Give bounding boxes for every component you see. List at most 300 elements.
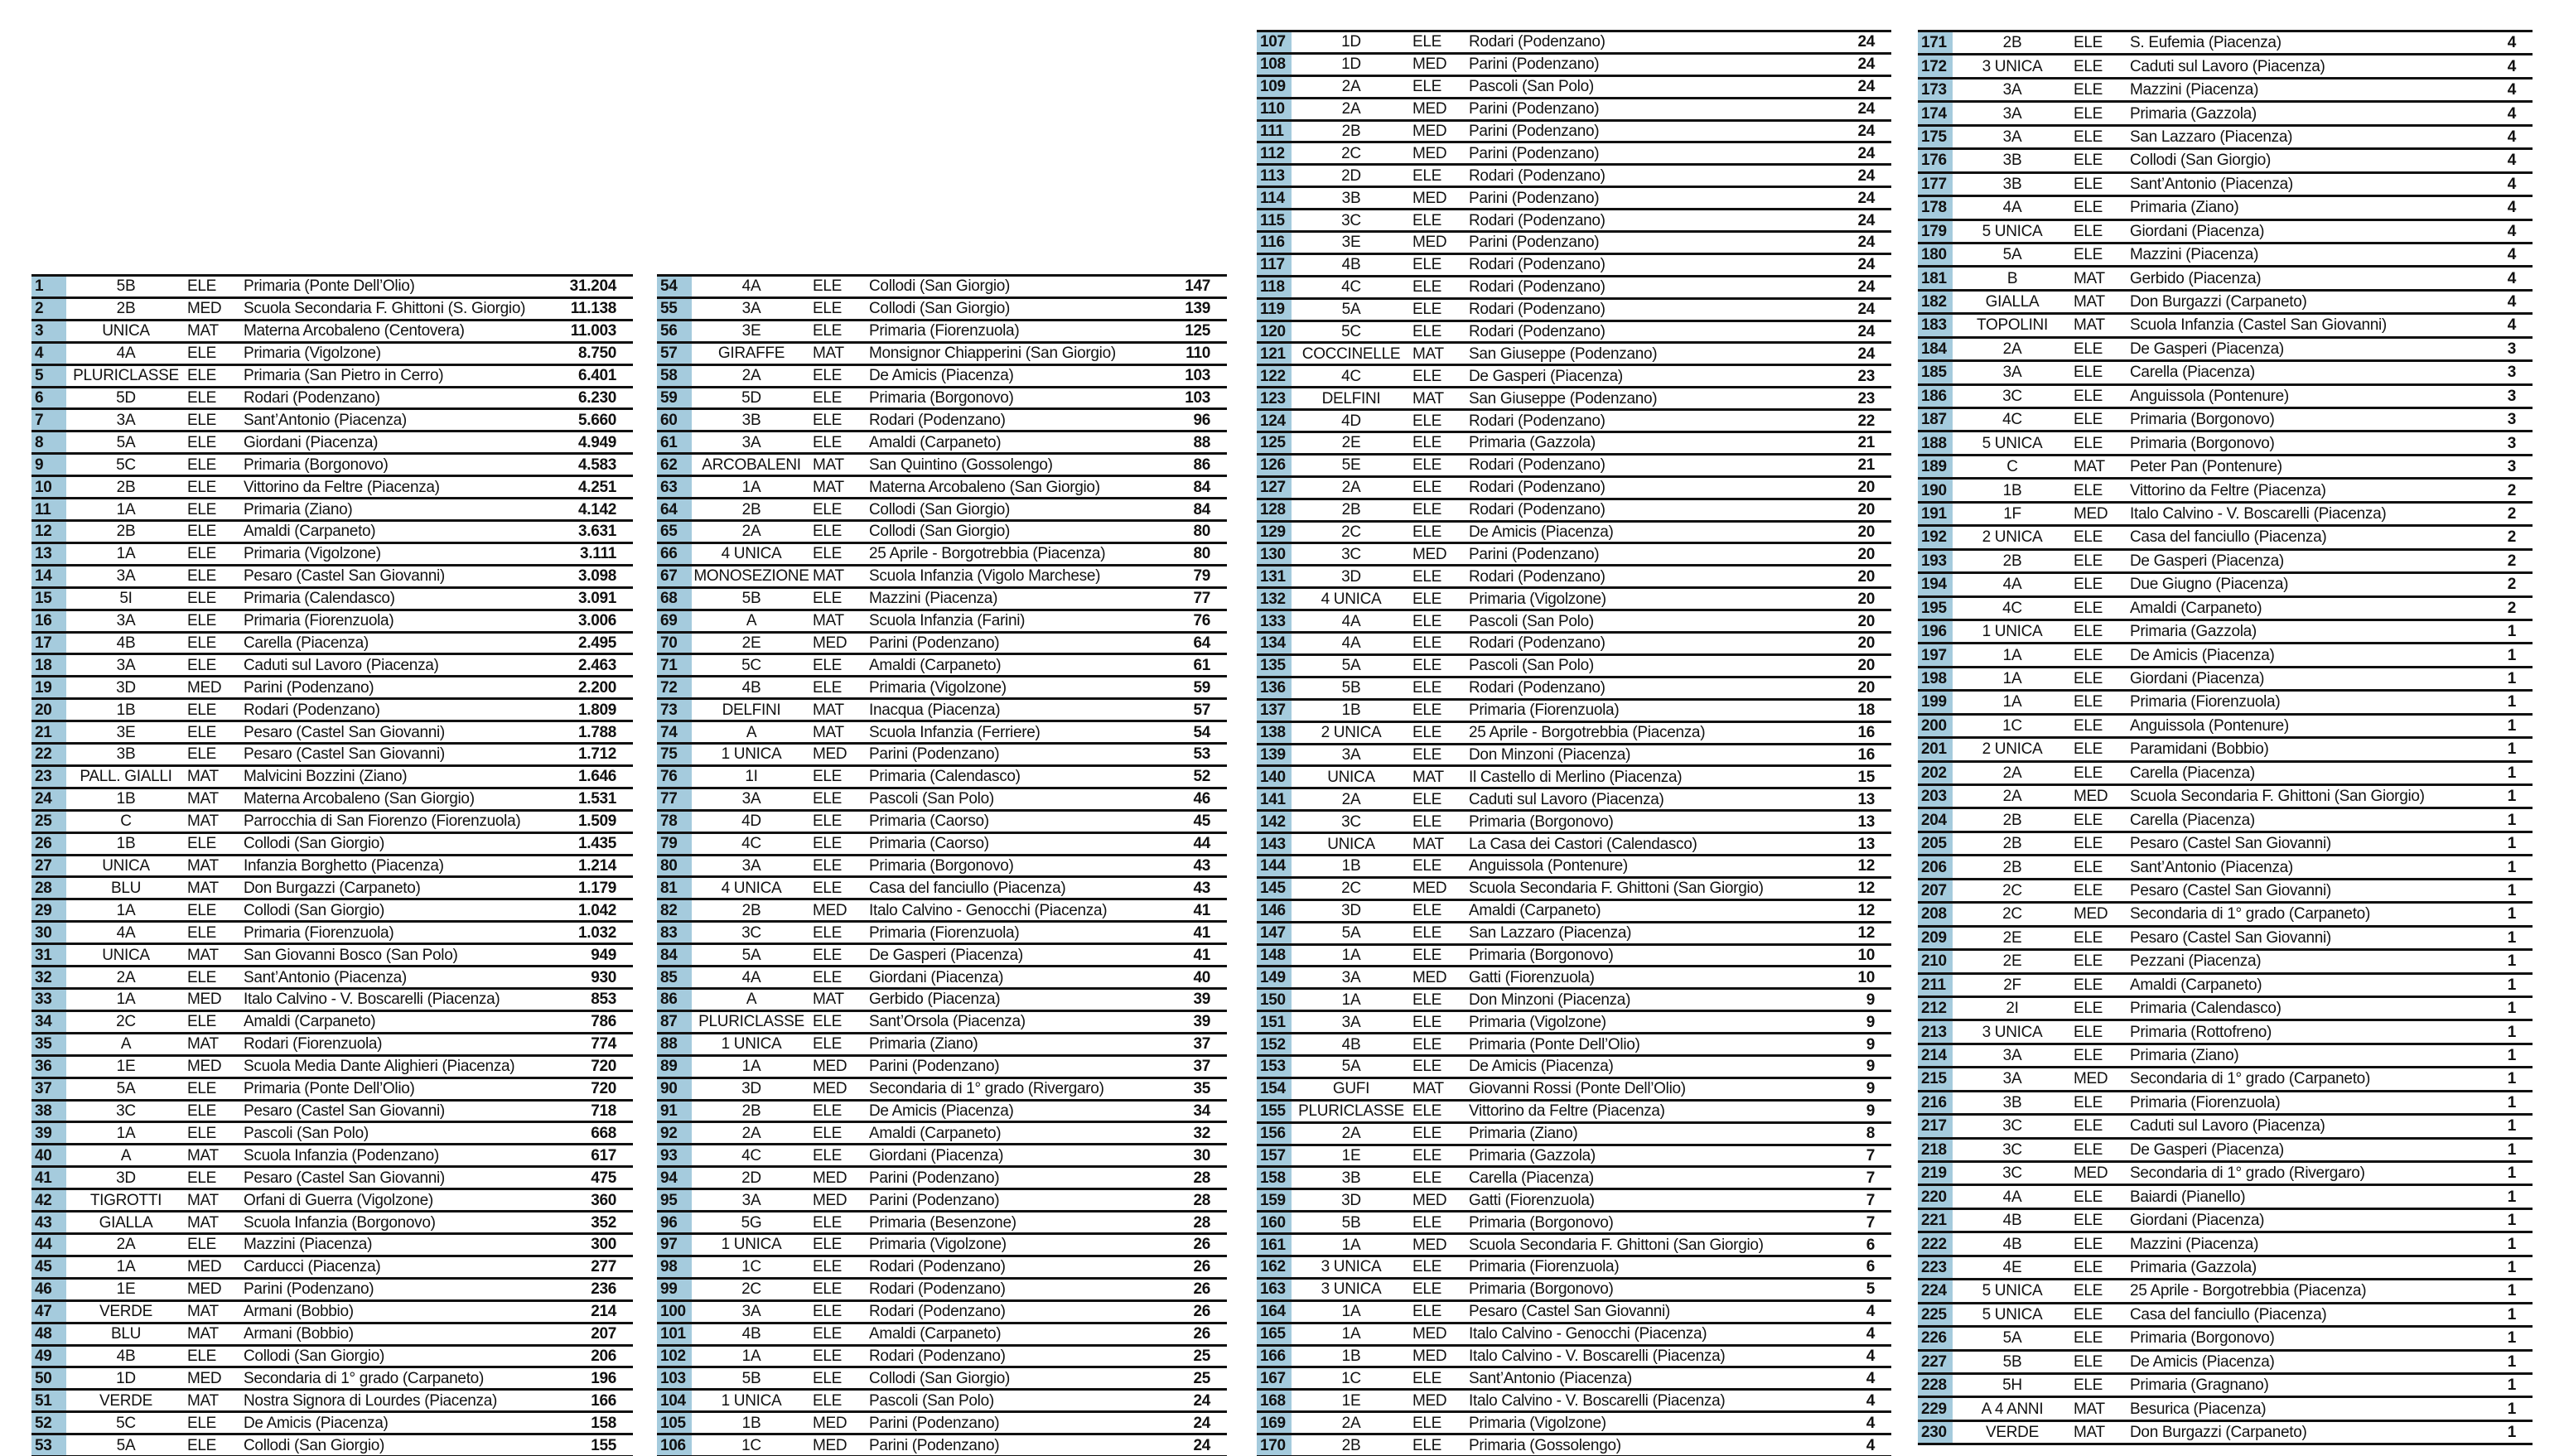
- votes-cell: 1.646: [577, 768, 616, 786]
- class-cell: 2E: [2002, 928, 2022, 947]
- class-cell: 5I: [119, 590, 133, 608]
- rank-cell: 19: [31, 677, 66, 697]
- table-row: [657, 1190, 1227, 1213]
- votes-cell: 53: [1193, 745, 1210, 764]
- school-name-cell: Primaria (Borgonovo): [2130, 411, 2275, 429]
- table-row: [1918, 386, 2533, 409]
- school-type-cell: ELE: [813, 1124, 843, 1142]
- table-row: [1918, 1352, 2533, 1375]
- table-row: [1918, 1375, 2533, 1398]
- table-row: [1918, 1021, 2533, 1044]
- school-type-cell: ELE: [187, 523, 217, 541]
- school-name-cell: Amaldi (Carpaneto): [1469, 902, 1601, 920]
- class-cell: 2E: [2002, 952, 2022, 971]
- school-name-cell: Rodari (Podenzano): [244, 388, 380, 407]
- table-row: [31, 745, 633, 767]
- school-name-cell: Giovanni Rossi (Ponte Dell’Olio): [1469, 1080, 1686, 1098]
- class-cell: 5B: [116, 277, 136, 296]
- rank-cell: 142: [1257, 812, 1292, 832]
- school-name-cell: De Gasperi (Piacenza): [2130, 552, 2284, 570]
- school-name-cell: La Casa dei Castori (Calendasco): [1469, 835, 1697, 853]
- school-name-cell: De Amicis (Piacenza): [2130, 646, 2275, 664]
- rank-cell: 153: [1257, 1057, 1292, 1077]
- school-name-cell: Primaria (Ziano): [1469, 1125, 1578, 1143]
- rank-cell: 33: [31, 990, 66, 1010]
- school-name-cell: San Lazzaro (Piacenza): [2130, 128, 2293, 146]
- rank-cell: 123: [1257, 388, 1292, 408]
- school-type-cell: MED: [2074, 504, 2108, 523]
- votes-cell: 1: [2507, 835, 2516, 853]
- school-name-cell: S. Eufemia (Piacenza): [2130, 34, 2282, 52]
- table-row: [1918, 480, 2533, 503]
- school-name-cell: Italo Calvino - V. Boscarelli (Piacenza): [244, 991, 500, 1009]
- school-name-cell: Don Minzoni (Piacenza): [1469, 991, 1631, 1009]
- rank-cell: 120: [1257, 322, 1292, 342]
- table-row: [1918, 127, 2533, 150]
- rank-cell: 60: [657, 410, 692, 430]
- school-name-cell: Pesaro (Castel San Giovanni): [244, 1102, 445, 1120]
- rank-cell: 85: [657, 967, 692, 987]
- class-cell: 1A: [741, 478, 761, 496]
- rank-cell: 222: [1918, 1233, 1953, 1254]
- votes-cell: 475: [591, 1169, 616, 1187]
- table-row: [1918, 103, 2533, 126]
- class-cell: 5B: [1341, 1213, 1361, 1232]
- table-row: [657, 432, 1227, 455]
- school-type-cell: ELE: [813, 879, 843, 897]
- class-cell: 3D: [116, 678, 136, 697]
- votes-cell: 1: [2507, 811, 2516, 829]
- school-type-cell: ELE: [1412, 1169, 1442, 1187]
- table-row: [1257, 946, 1891, 968]
- rank-cell: 46: [31, 1280, 66, 1299]
- table-row: [31, 1123, 633, 1145]
- rank-cell: 25: [31, 812, 66, 832]
- votes-cell: 4: [2507, 316, 2516, 335]
- class-cell: 1C: [741, 1436, 761, 1454]
- class-cell: 2A: [741, 523, 761, 541]
- school-name-cell: Sant’Antonio (Piacenza): [1469, 1369, 1632, 1387]
- rank-cell: 21: [31, 722, 66, 742]
- rank-cell: 170: [1257, 1435, 1292, 1455]
- school-type-cell: MAT: [187, 879, 219, 897]
- school-type-cell: ELE: [813, 1325, 843, 1343]
- school-name-cell: Nostra Signora di Lourdes (Piacenza): [244, 1391, 498, 1410]
- rank-cell: 114: [1257, 188, 1292, 208]
- school-name-cell: Casa del fanciullo (Piacenza): [2130, 528, 2327, 547]
- votes-cell: 1: [2507, 1352, 2516, 1371]
- rank-cell: 57: [657, 344, 692, 364]
- table-row: [1918, 432, 2533, 456]
- votes-cell: 35: [1193, 1080, 1210, 1098]
- class-cell: UNICA: [1327, 835, 1375, 853]
- class-cell: 2A: [741, 367, 761, 385]
- rank-cell: 90: [657, 1079, 692, 1099]
- class-cell: 5 UNICA: [1982, 1282, 2043, 1300]
- rank-cell: 125: [1257, 433, 1292, 453]
- ranking-column-4: [1918, 30, 2533, 1445]
- votes-cell: 96: [1193, 411, 1210, 429]
- class-cell: 2B: [116, 300, 136, 318]
- votes-cell: 24: [1857, 166, 1875, 185]
- school-type-cell: ELE: [813, 1369, 843, 1387]
- rank-cell: 16: [31, 611, 66, 631]
- rank-cell: 49: [31, 1347, 66, 1367]
- school-type-cell: MED: [1412, 1391, 1447, 1410]
- school-type-cell: ELE: [1412, 812, 1442, 831]
- class-cell: B: [2006, 269, 2018, 287]
- votes-cell: 1: [2507, 905, 2516, 923]
- school-name-cell: Scuola Infanzia (Borgonovo): [244, 1213, 436, 1232]
- class-cell: 5A: [116, 1080, 136, 1098]
- rank-cell: 183: [1918, 315, 1953, 335]
- table-row: [657, 1079, 1227, 1102]
- table-row: [31, 589, 633, 611]
- votes-cell: 2.200: [577, 678, 616, 697]
- table-row: [31, 1435, 633, 1456]
- school-name-cell: Amaldi (Carpaneto): [869, 433, 1002, 451]
- table-row: [1918, 80, 2533, 103]
- table-row: [31, 1391, 633, 1413]
- rank-cell: 143: [1257, 834, 1292, 854]
- school-name-cell: Rodari (Fiorenzuola): [244, 1035, 383, 1053]
- class-cell: 1A: [2002, 646, 2022, 664]
- votes-cell: 4: [1866, 1347, 1875, 1365]
- class-cell: 4C: [741, 1146, 761, 1164]
- class-cell: 4B: [741, 678, 761, 697]
- school-name-cell: Primaria (Borgonovo): [869, 388, 1014, 407]
- votes-cell: 236: [591, 1280, 616, 1299]
- school-type-cell: ELE: [2074, 411, 2103, 429]
- school-name-cell: Primaria (Fiorenzuola): [244, 612, 394, 630]
- school-type-cell: ELE: [1412, 612, 1442, 630]
- table-row: [31, 923, 633, 945]
- school-name-cell: Primaria (Ziano): [869, 1035, 978, 1053]
- school-type-cell: ELE: [1412, 1436, 1442, 1454]
- rank-cell: 59: [657, 388, 692, 408]
- votes-cell: 20: [1857, 612, 1875, 630]
- votes-cell: 4: [2507, 104, 2516, 123]
- rank-cell: 22: [31, 745, 66, 764]
- school-type-cell: ELE: [2074, 175, 2103, 193]
- table-row: [1918, 32, 2533, 55]
- table-row: [1257, 1257, 1891, 1280]
- class-cell: 4B: [2002, 1212, 2022, 1230]
- school-type-cell: ELE: [813, 322, 843, 340]
- school-type-cell: ELE: [2074, 623, 2103, 641]
- class-cell: 1C: [1341, 1369, 1361, 1387]
- votes-cell: 11.003: [570, 322, 616, 340]
- votes-cell: 4: [1866, 1436, 1875, 1454]
- class-cell: 2E: [741, 634, 761, 652]
- class-cell: 1B: [116, 701, 136, 719]
- table-row: [1918, 856, 2533, 880]
- table-row: [31, 1235, 633, 1257]
- votes-cell: 2: [2507, 599, 2516, 617]
- school-name-cell: San Giuseppe (Podenzano): [1469, 389, 1658, 407]
- rank-cell: 97: [657, 1235, 692, 1255]
- rank-cell: 221: [1918, 1210, 1953, 1231]
- votes-cell: 24: [1857, 234, 1875, 252]
- school-type-cell: MED: [2074, 788, 2108, 806]
- class-cell: 4A: [741, 277, 761, 296]
- school-name-cell: Pascoli (San Polo): [244, 1124, 369, 1142]
- school-type-cell: MAT: [187, 768, 219, 786]
- school-name-cell: Pascoli (San Polo): [1469, 612, 1594, 630]
- class-cell: 1A: [116, 500, 136, 518]
- votes-cell: 9: [1866, 991, 1875, 1009]
- votes-cell: 4: [2507, 222, 2516, 240]
- table-row: [1918, 1068, 2533, 1092]
- class-cell: PLURICLASSE: [698, 1013, 804, 1031]
- rank-cell: 35: [31, 1034, 66, 1054]
- table-row: [31, 1213, 633, 1235]
- votes-cell: 1.788: [577, 723, 616, 741]
- school-name-cell: Primaria (Gragnano): [2130, 1376, 2269, 1395]
- school-type-cell: ELE: [813, 768, 843, 786]
- votes-cell: 28: [1193, 1169, 1210, 1187]
- rank-cell: 80: [657, 856, 692, 876]
- school-name-cell: De Amicis (Piacenza): [869, 367, 1014, 385]
- votes-cell: 774: [591, 1035, 616, 1053]
- school-name-cell: Parini (Podenzano): [1469, 234, 1600, 252]
- votes-cell: 1: [2507, 1329, 2516, 1348]
- rank-cell: 52: [31, 1413, 66, 1433]
- rank-cell: 200: [1918, 716, 1953, 736]
- votes-cell: 4: [2507, 175, 2516, 193]
- school-type-cell: MED: [1412, 1347, 1447, 1365]
- class-cell: 1D: [116, 1369, 136, 1387]
- school-name-cell: Mazzini (Piacenza): [2130, 1235, 2259, 1253]
- school-type-cell: ELE: [2074, 835, 2103, 853]
- class-cell: 3C: [2002, 387, 2022, 405]
- school-name-cell: Rodari (Podenzano): [869, 1347, 1006, 1365]
- class-cell: 2A: [741, 1124, 761, 1142]
- school-name-cell: Collodi (San Giorgio): [869, 300, 1011, 318]
- votes-cell: 158: [591, 1414, 616, 1432]
- school-name-cell: Baiardi (Pianello): [2130, 1188, 2246, 1206]
- school-name-cell: San Giovanni Bosco (San Polo): [244, 946, 458, 964]
- school-name-cell: Parini (Podenzano): [869, 634, 1000, 652]
- school-name-cell: Collodi (San Giorgio): [869, 500, 1011, 518]
- table-row: [1257, 255, 1891, 277]
- table-row: [31, 1102, 633, 1124]
- school-type-cell: ELE: [1412, 1303, 1442, 1321]
- votes-cell: 88: [1193, 433, 1210, 451]
- class-cell: 3A: [2002, 128, 2022, 146]
- votes-cell: 110: [1185, 345, 1210, 363]
- school-type-cell: ELE: [1412, 323, 1442, 341]
- table-row: [31, 990, 633, 1012]
- class-cell: 1A: [1341, 1325, 1361, 1343]
- class-cell: 2B: [741, 901, 761, 919]
- table-row: [1918, 244, 2533, 268]
- table-row: [1918, 339, 2533, 362]
- table-row: [657, 990, 1227, 1012]
- votes-cell: 61: [1193, 656, 1210, 674]
- school-name-cell: Parini (Podenzano): [1469, 545, 1600, 563]
- table-row: [1918, 644, 2533, 668]
- table-row: [1257, 879, 1891, 901]
- school-type-cell: ELE: [813, 857, 843, 875]
- school-name-cell: De Gasperi (Piacenza): [2130, 1140, 2284, 1159]
- school-type-cell: ELE: [2074, 481, 2103, 499]
- table-row: [31, 1168, 633, 1190]
- school-type-cell: ELE: [813, 835, 843, 853]
- class-cell: 2A: [1341, 479, 1361, 497]
- rank-cell: 78: [657, 812, 692, 832]
- class-cell: 3C: [2002, 1117, 2022, 1135]
- class-cell: 1B: [1341, 701, 1361, 720]
- table-row: [1257, 923, 1891, 946]
- class-cell: 3D: [741, 1080, 761, 1098]
- school-name-cell: Sant’Orsola (Piacenza): [869, 1013, 1026, 1031]
- school-type-cell: ELE: [813, 300, 843, 318]
- votes-cell: 23: [1857, 367, 1875, 385]
- table-row: [657, 655, 1227, 677]
- school-name-cell: Primaria (San Pietro in Cerro): [244, 367, 444, 385]
- school-type-cell: ELE: [1412, 301, 1442, 319]
- class-cell: 5C: [741, 656, 761, 674]
- school-name-cell: Primaria (Borgonovo): [1469, 1280, 1614, 1299]
- table-row: [1257, 523, 1891, 545]
- rank-cell: 18: [31, 655, 66, 675]
- votes-cell: 7: [1866, 1213, 1875, 1232]
- school-name-cell: Rodari (Podenzano): [1469, 211, 1606, 229]
- school-name-cell: Primaria (Gazzola): [2130, 1258, 2257, 1276]
- rank-cell: 225: [1918, 1304, 1953, 1325]
- votes-cell: 4: [2507, 246, 2516, 264]
- rank-cell: 74: [657, 722, 692, 742]
- class-cell: 3C: [741, 923, 761, 942]
- rank-cell: 216: [1918, 1092, 1953, 1113]
- class-cell: A: [120, 1035, 132, 1053]
- school-type-cell: ELE: [1412, 278, 1442, 297]
- table-row: [1257, 634, 1891, 656]
- class-cell: 2C: [1341, 880, 1361, 898]
- table-row: [657, 410, 1227, 432]
- school-name-cell: 25 Aprile - Borgotrebbia (Piacenza): [869, 545, 1106, 563]
- votes-cell: 24: [1193, 1436, 1210, 1454]
- class-cell: 1 UNICA: [1982, 623, 2043, 641]
- table-row: [657, 745, 1227, 767]
- table-row: [1918, 904, 2533, 927]
- votes-cell: 13: [1857, 790, 1875, 808]
- votes-cell: 1: [2507, 1400, 2516, 1418]
- rank-cell: 192: [1918, 527, 1953, 547]
- class-cell: VERDE: [99, 1391, 152, 1410]
- class-cell: 3A: [741, 790, 761, 808]
- rank-cell: 212: [1918, 998, 1953, 1019]
- school-type-cell: ELE: [2074, 34, 2103, 52]
- school-name-cell: Mazzini (Piacenza): [869, 590, 998, 608]
- votes-cell: 9: [1866, 1058, 1875, 1076]
- table-row: [1257, 1190, 1891, 1213]
- school-name-cell: De Gasperi (Piacenza): [2130, 340, 2284, 358]
- table-row: [1257, 901, 1891, 923]
- school-type-cell: ELE: [187, 590, 217, 608]
- table-row: [1918, 1163, 2533, 1186]
- school-type-cell: MED: [187, 678, 222, 697]
- rank-cell: 199: [1918, 692, 1953, 712]
- class-cell: 2C: [1341, 523, 1361, 542]
- class-cell: 2B: [2002, 835, 2022, 853]
- class-cell: BLU: [110, 1325, 142, 1343]
- rank-cell: 171: [1918, 32, 1953, 53]
- class-cell: 3E: [741, 322, 761, 340]
- school-type-cell: MED: [813, 1080, 847, 1098]
- votes-cell: 20: [1857, 567, 1875, 586]
- school-name-cell: Caduti sul Lavoro (Piacenza): [2130, 1117, 2325, 1135]
- votes-cell: 1: [2507, 1424, 2516, 1442]
- table-row: [31, 1012, 633, 1034]
- rank-cell: 13: [31, 544, 66, 564]
- votes-cell: 4: [2507, 269, 2516, 287]
- school-name-cell: Secondaria di 1° grado (Rivergaro): [2130, 1164, 2365, 1183]
- votes-cell: 54: [1193, 723, 1210, 741]
- class-cell: 3A: [116, 612, 136, 630]
- table-row: [657, 522, 1227, 544]
- table-row: [1918, 574, 2533, 597]
- ranking-column-3: [1257, 30, 1891, 1456]
- rank-cell: 6: [31, 388, 66, 408]
- votes-cell: 45: [1193, 812, 1210, 831]
- school-name-cell: Giordani (Piacenza): [869, 968, 1004, 986]
- class-cell: 1E: [116, 1058, 136, 1076]
- votes-cell: 44: [1193, 835, 1210, 853]
- table-row: [31, 834, 633, 856]
- votes-cell: 80: [1193, 523, 1210, 541]
- rank-cell: 177: [1918, 174, 1953, 195]
- school-name-cell: Don Burgazzi (Carpaneto): [2130, 293, 2307, 311]
- votes-cell: 1: [2507, 646, 2516, 664]
- class-cell: 1A: [1341, 1303, 1361, 1321]
- table-row: [31, 945, 633, 967]
- table-row: [1918, 739, 2533, 762]
- school-name-cell: Caduti sul Lavoro (Piacenza): [2130, 57, 2325, 75]
- class-cell: 2B: [2002, 858, 2022, 876]
- votes-cell: 7: [1866, 1146, 1875, 1164]
- school-type-cell: ELE: [2074, 1329, 2103, 1348]
- rank-cell: 9: [31, 455, 66, 475]
- rank-cell: 137: [1257, 701, 1292, 721]
- table-row: [1257, 300, 1891, 322]
- votes-cell: 1: [2507, 1093, 2516, 1111]
- rank-cell: 27: [31, 856, 66, 876]
- school-type-cell: MAT: [1412, 835, 1444, 853]
- votes-cell: 4: [2507, 293, 2516, 311]
- rank-cell: 121: [1257, 344, 1292, 364]
- table-row: [657, 344, 1227, 366]
- school-type-cell: MED: [2074, 1070, 2108, 1088]
- school-name-cell: Rodari (Podenzano): [869, 1280, 1006, 1299]
- table-row: [31, 1034, 633, 1057]
- votes-cell: 139: [1185, 300, 1210, 318]
- class-cell: 1A: [1341, 991, 1361, 1009]
- table-row: [31, 299, 633, 321]
- school-name-cell: Caduti sul Lavoro (Piacenza): [1469, 790, 1664, 808]
- votes-cell: 20: [1857, 634, 1875, 653]
- school-name-cell: De Gasperi (Piacenza): [869, 946, 1023, 964]
- rank-cell: 173: [1918, 80, 1953, 100]
- table-row: [657, 1145, 1227, 1168]
- table-row: [1918, 786, 2533, 809]
- school-type-cell: ELE: [1412, 1280, 1442, 1299]
- table-row: [1918, 1398, 2533, 1421]
- class-cell: 3E: [116, 723, 136, 741]
- votes-cell: 24: [1857, 211, 1875, 229]
- class-cell: 2I: [2006, 1000, 2019, 1018]
